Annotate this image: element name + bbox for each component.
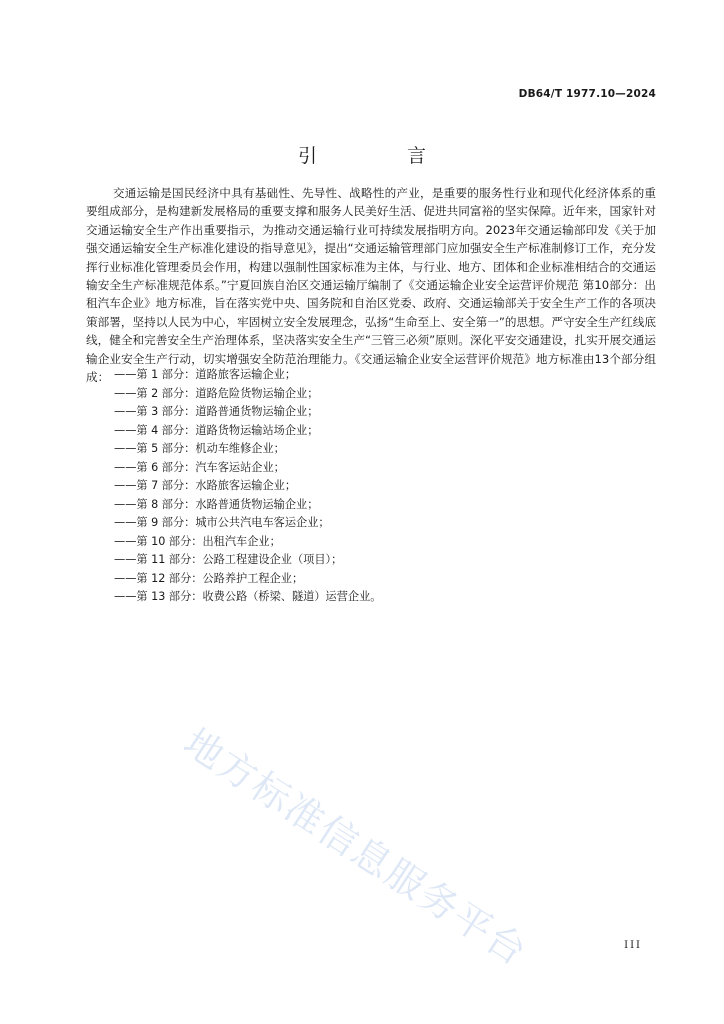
parts-list <box>114 366 381 607</box>
list-item-part-12: ——第 12 部分：公路养护工程企业； <box>114 571 304 585</box>
page-title: 引 言 <box>297 144 469 167</box>
list-item-part-3: ——第 3 部分：道路普通货物运输企业； <box>114 405 319 418</box>
standard-code: DB64/T 1977.10—2024 <box>518 88 656 100</box>
list-item-part-2: ——第 2 部分：道路危险货物运输企业； <box>114 386 319 400</box>
list-item-part-10: ——第 10 部分：出租汽车企业； <box>114 534 281 548</box>
list-item-part-13: ——第 13 部分：收费公路（桥梁、隧道）运营企业。 <box>114 590 382 603</box>
list-item-part-8: ——第 8 部分：水路普通货物运输企业； <box>114 497 319 511</box>
list-item-part-11: ——第 11 部分：公路工程建设企业（项目）； <box>114 553 343 566</box>
list-item-part-9: ——第 9 部分：城市公共汽电车客运企业； <box>114 516 330 529</box>
intro-paragraph: 交通运输是国民经济中具有基础性、先导性、战略性的产业，是重要的服务性行业和现代化经济体系的重要组成部分，是构建新发展格局的重要支撑和服务人民美好生活、促进共同富裕的坚实保障。近年来，国家针对交通运输安全生产作出重要指示，为推动交通运输行业可持续发展指明方向。2023年交通运输部印发《关于加强交通运输安全生产标准化建设的指导意见》，提出“交通运输管理部门应加强安全生产标准制修订工作，充分发挥行业标准化管理委员会作用，构建以强制性国家标准为主体，与行业、地方、团体和企业标准相结合的交通运输安全生产标准规范体系。”宁夏回族自治区交通运输厅编制了《交通运输企业安全运营评价规范 第10部分：出租汽车企业》地方标准，旨在落实党中央、国务院和自治区党委、政府、交通运输部关于安全生产工作的各项决策部署，坚持以人民为中心，牢固树立安全发展理念，弘扬“生命至上、安全第一”的思想。严守安全生产红线底线，健全和完善安全生产治理体系，坚决落实安全生产“三管三必须”原则。深化平安交通建设，扎实开展交通运输企业安全生产行动，切实增强安全防范治理能力。《交通运输企业安全运营评价规范》地方标准由13个部分组成： <box>86 186 656 385</box>
watermark: 地方标准信息服务平台 <box>176 719 536 975</box>
list-item-part-4: ——第 4 部分：道路货物运输站场企业； <box>114 423 319 437</box>
page-number: III <box>624 940 642 951</box>
list-item-part-7: ——第 7 部分：水路旅客运输企业； <box>114 479 297 492</box>
list-item-part-6: ——第 6 部分：汽车客运站企业； <box>114 460 285 474</box>
list-item-part-1: ——第 1 部分：道路旅客运输企业； <box>114 368 297 381</box>
list-item-part-5: ——第 5 部分：机动车维修企业； <box>114 442 285 455</box>
